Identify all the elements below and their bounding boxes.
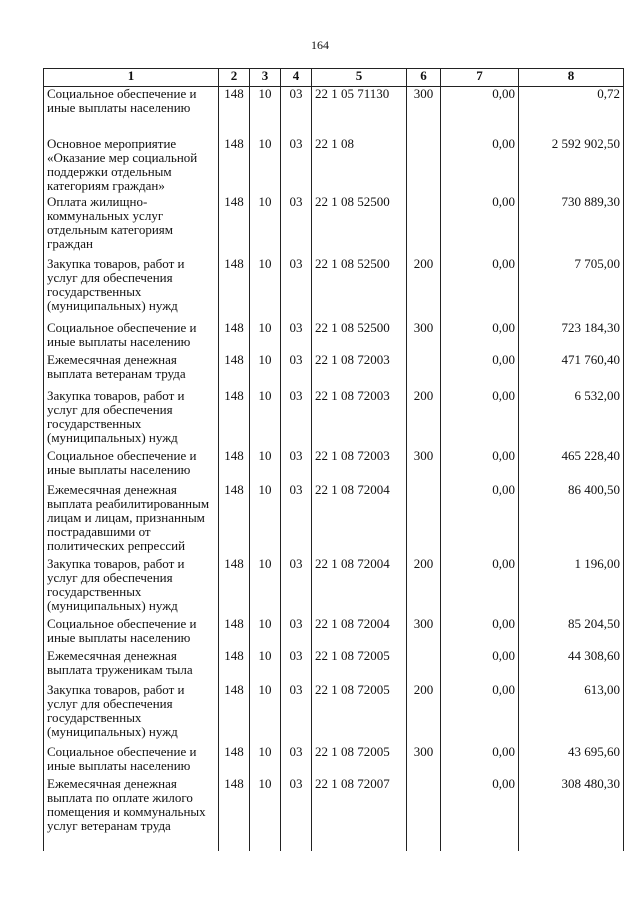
row-col-5: 22 1 08 52500 <box>312 195 407 257</box>
row-col-4: 03 <box>281 257 312 321</box>
row-col-3: 10 <box>250 745 281 777</box>
row-col-5: 22 1 08 52500 <box>312 321 407 353</box>
row-col-2: 148 <box>219 683 250 745</box>
row-name: Закупка товаров, работ и услуг для обеспечения государственных (муниципальных) нужд <box>44 557 219 617</box>
row-col-7: 0,00 <box>441 483 519 557</box>
row-col-5: 22 1 08 52500 <box>312 257 407 321</box>
row-col-5: 22 1 08 72005 <box>312 649 407 683</box>
row-col-8: 85 204,50 <box>519 617 624 649</box>
row-col-4: 03 <box>281 195 312 257</box>
row-col-5: 22 1 08 72003 <box>312 389 407 449</box>
row-col-5: 22 1 08 72007 <box>312 777 407 851</box>
row-name: Основное мероприятие «Оказание мер социальной поддержки отдельным категориям граждан» <box>44 137 219 195</box>
table-row <box>44 257 624 321</box>
row-col-7: 0,00 <box>441 321 519 353</box>
row-col-3: 10 <box>250 649 281 683</box>
row-col-3: 10 <box>250 321 281 353</box>
row-col-2: 148 <box>219 557 250 617</box>
row-col-8: 1 196,00 <box>519 557 624 617</box>
table-row <box>44 745 624 777</box>
header-col-8: 8 <box>519 69 624 87</box>
table-row <box>44 321 624 353</box>
row-col-2: 148 <box>219 449 250 483</box>
row-name: Ежемесячная денежная выплата труженикам тыла <box>44 649 219 683</box>
row-col-3: 10 <box>250 483 281 557</box>
row-col-2: 148 <box>219 777 250 851</box>
row-col-2: 148 <box>219 353 250 389</box>
row-col-3: 10 <box>250 195 281 257</box>
row-col-4: 03 <box>281 137 312 195</box>
row-col-6: 300 <box>407 87 441 137</box>
row-col-6 <box>407 483 441 557</box>
row-name: Ежемесячная денежная выплата реабилитированным лицам и лицам, признанным пострадавшими от политических репрессий <box>44 483 219 557</box>
row-col-4: 03 <box>281 557 312 617</box>
header-col-7: 7 <box>441 69 519 87</box>
row-col-7: 0,00 <box>441 617 519 649</box>
row-col-4: 03 <box>281 745 312 777</box>
row-col-7: 0,00 <box>441 195 519 257</box>
table-row <box>44 683 624 745</box>
row-col-3: 10 <box>250 87 281 137</box>
row-col-6: 300 <box>407 745 441 777</box>
row-col-8: 730 889,30 <box>519 195 624 257</box>
row-col-7: 0,00 <box>441 353 519 389</box>
row-col-2: 148 <box>219 483 250 557</box>
row-col-7: 0,00 <box>441 87 519 137</box>
row-col-6: 300 <box>407 321 441 353</box>
table-header-row <box>44 69 624 87</box>
row-col-5: 22 1 08 72005 <box>312 745 407 777</box>
row-col-3: 10 <box>250 137 281 195</box>
row-col-7: 0,00 <box>441 257 519 321</box>
row-col-7: 0,00 <box>441 389 519 449</box>
row-col-8: 6 532,00 <box>519 389 624 449</box>
row-col-2: 148 <box>219 87 250 137</box>
row-col-3: 10 <box>250 257 281 321</box>
row-col-5: 22 1 08 72004 <box>312 557 407 617</box>
row-col-8: 308 480,30 <box>519 777 624 851</box>
row-col-4: 03 <box>281 483 312 557</box>
row-col-5: 22 1 08 <box>312 137 407 195</box>
header-col-3: 3 <box>250 69 281 87</box>
row-name: Ежемесячная денежная выплата ветеранам труда <box>44 353 219 389</box>
header-col-1: 1 <box>44 69 219 87</box>
row-col-2: 148 <box>219 137 250 195</box>
header-col-5: 5 <box>312 69 407 87</box>
row-col-6: 200 <box>407 389 441 449</box>
row-col-6 <box>407 195 441 257</box>
row-name: Закупка товаров, работ и услуг для обеспечения государственных (муниципальных) нужд <box>44 683 219 745</box>
row-col-5: 22 1 08 72005 <box>312 683 407 745</box>
page-number: 164 <box>311 38 329 52</box>
row-col-4: 03 <box>281 353 312 389</box>
row-name: Социальное обеспечение и иные выплаты населению <box>44 745 219 777</box>
header-col-4: 4 <box>281 69 312 87</box>
table-row <box>44 195 624 257</box>
table-row <box>44 649 624 683</box>
row-col-7: 0,00 <box>441 137 519 195</box>
row-col-3: 10 <box>250 617 281 649</box>
row-col-6 <box>407 137 441 195</box>
row-col-6: 300 <box>407 617 441 649</box>
row-col-6 <box>407 777 441 851</box>
table-row <box>44 557 624 617</box>
row-col-8: 86 400,50 <box>519 483 624 557</box>
table-row <box>44 617 624 649</box>
row-col-3: 10 <box>250 353 281 389</box>
row-name: Оплата жилищно-коммунальных услуг отдельным категориям граждан <box>44 195 219 257</box>
table-row <box>44 137 624 195</box>
row-col-4: 03 <box>281 389 312 449</box>
row-col-6: 200 <box>407 257 441 321</box>
row-col-8: 465 228,40 <box>519 449 624 483</box>
row-col-2: 148 <box>219 649 250 683</box>
row-col-4: 03 <box>281 683 312 745</box>
row-col-7: 0,00 <box>441 683 519 745</box>
row-col-6: 200 <box>407 557 441 617</box>
row-col-2: 148 <box>219 617 250 649</box>
table-row <box>44 87 624 137</box>
row-col-8: 44 308,60 <box>519 649 624 683</box>
row-col-2: 148 <box>219 195 250 257</box>
row-name: Закупка товаров, работ и услуг для обеспечения государственных (муниципальных) нужд <box>44 257 219 321</box>
row-col-7: 0,00 <box>441 745 519 777</box>
row-col-3: 10 <box>250 557 281 617</box>
table-row <box>44 483 624 557</box>
row-col-8: 43 695,60 <box>519 745 624 777</box>
row-col-2: 148 <box>219 389 250 449</box>
row-col-7: 0,00 <box>441 449 519 483</box>
row-name: Закупка товаров, работ и услуг для обеспечения государственных (муниципальных) нужд <box>44 389 219 449</box>
row-col-5: 22 1 05 71130 <box>312 87 407 137</box>
row-col-8: 613,00 <box>519 683 624 745</box>
row-col-3: 10 <box>250 389 281 449</box>
row-col-6: 300 <box>407 449 441 483</box>
row-col-3: 10 <box>250 777 281 851</box>
row-name: Социальное обеспечение и иные выплаты населению <box>44 87 219 137</box>
row-name: Социальное обеспечение и иные выплаты населению <box>44 617 219 649</box>
row-name: Социальное обеспечение и иные выплаты населению <box>44 321 219 353</box>
row-col-8: 7 705,00 <box>519 257 624 321</box>
row-col-6: 200 <box>407 683 441 745</box>
header-col-2: 2 <box>219 69 250 87</box>
row-col-2: 148 <box>219 745 250 777</box>
row-col-7: 0,00 <box>441 777 519 851</box>
row-col-2: 148 <box>219 257 250 321</box>
row-col-3: 10 <box>250 683 281 745</box>
row-col-8: 723 184,30 <box>519 321 624 353</box>
row-col-3: 10 <box>250 449 281 483</box>
row-col-2: 148 <box>219 321 250 353</box>
row-col-4: 03 <box>281 649 312 683</box>
table-row <box>44 449 624 483</box>
row-col-4: 03 <box>281 87 312 137</box>
budget-table <box>43 68 624 851</box>
row-col-5: 22 1 08 72003 <box>312 449 407 483</box>
row-col-8: 471 760,40 <box>519 353 624 389</box>
table-row <box>44 777 624 851</box>
row-col-5: 22 1 08 72004 <box>312 483 407 557</box>
row-col-6 <box>407 353 441 389</box>
row-name: Социальное обеспечение и иные выплаты населению <box>44 449 219 483</box>
row-col-4: 03 <box>281 777 312 851</box>
header-col-6: 6 <box>407 69 441 87</box>
row-col-8: 0,72 <box>519 87 624 137</box>
row-col-6 <box>407 649 441 683</box>
row-col-7: 0,00 <box>441 649 519 683</box>
row-name: Ежемесячная денежная выплата по оплате жилого помещения и коммунальных услуг ветеранам труда <box>44 777 219 851</box>
row-col-7: 0,00 <box>441 557 519 617</box>
row-col-8: 2 592 902,50 <box>519 137 624 195</box>
table-row <box>44 389 624 449</box>
row-col-4: 03 <box>281 321 312 353</box>
row-col-4: 03 <box>281 617 312 649</box>
row-col-4: 03 <box>281 449 312 483</box>
table-row <box>44 353 624 389</box>
row-col-5: 22 1 08 72003 <box>312 353 407 389</box>
row-col-5: 22 1 08 72004 <box>312 617 407 649</box>
